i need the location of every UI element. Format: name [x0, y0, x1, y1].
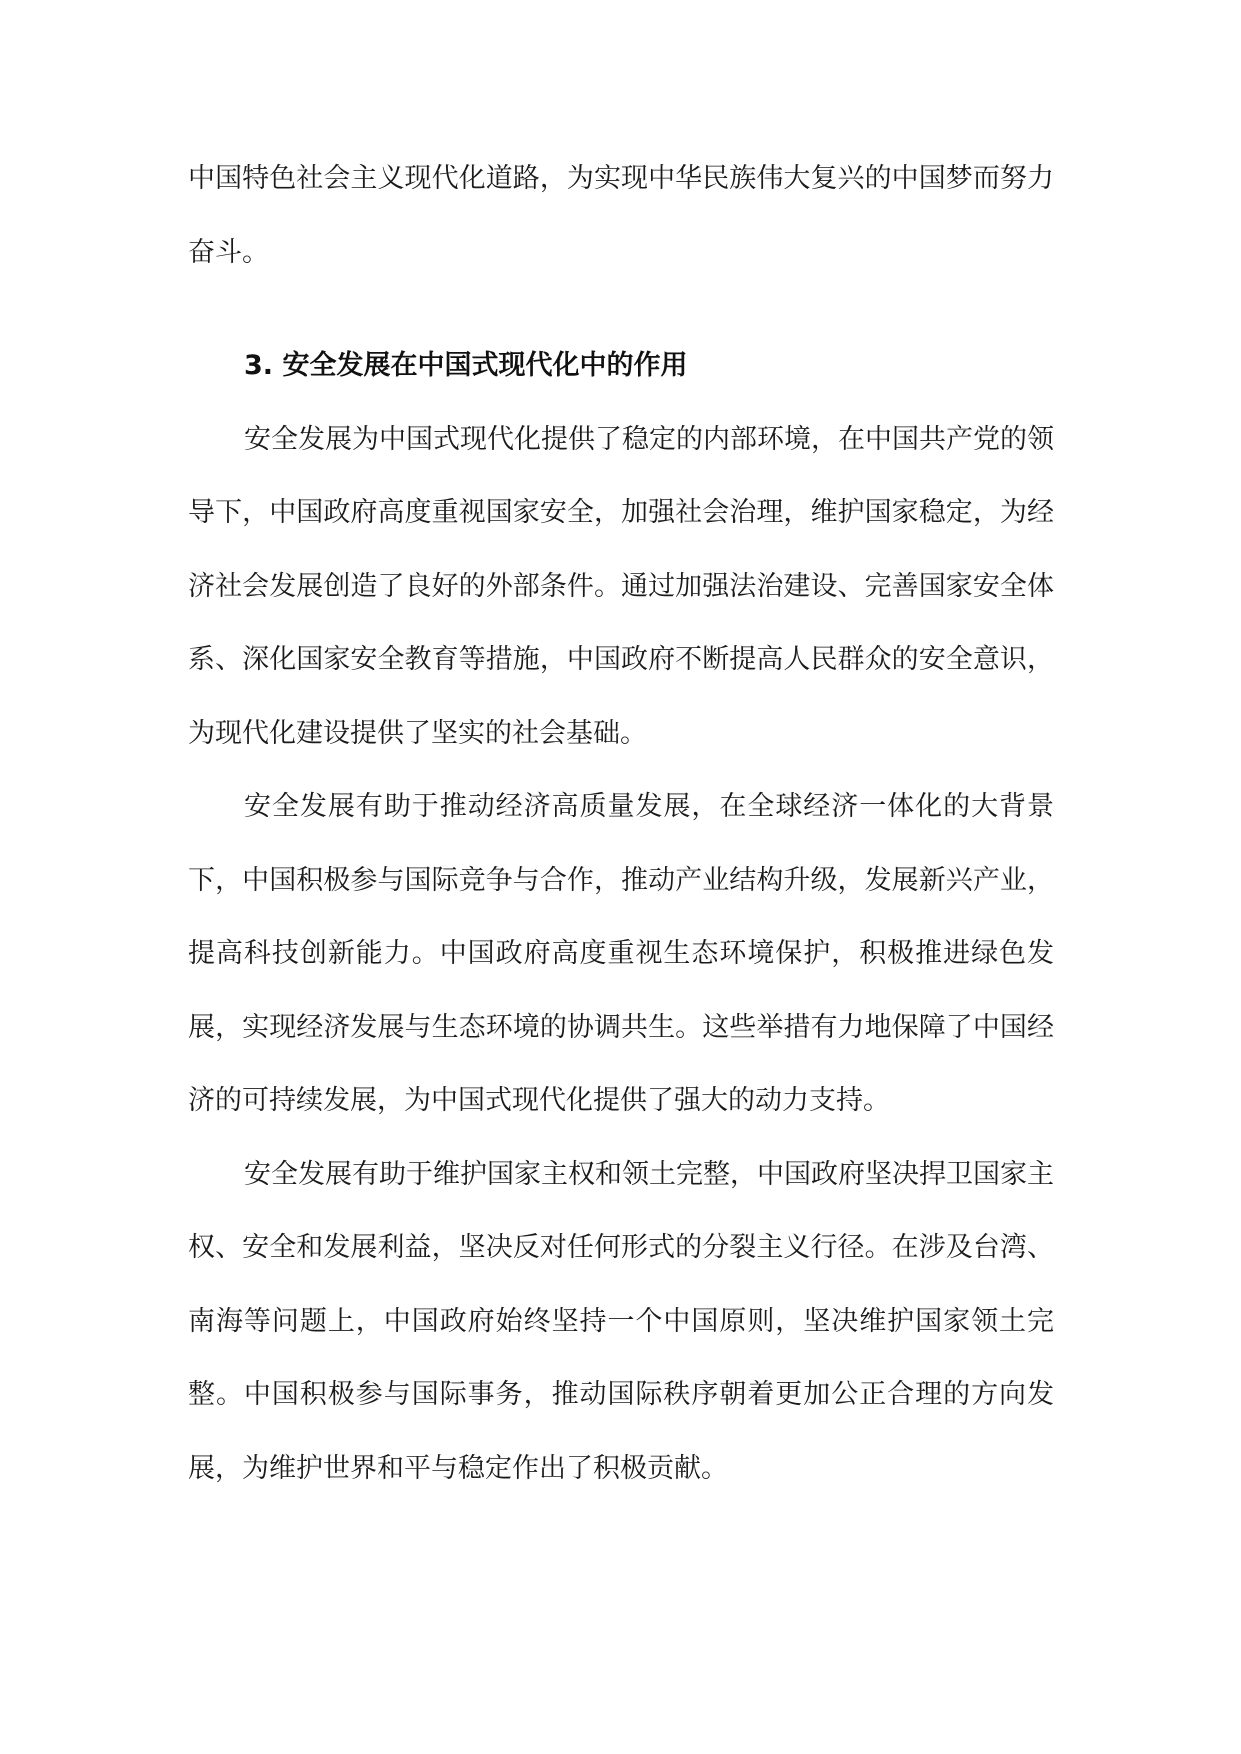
section-heading: 3. 安全发展在中国式现代化中的作用 [244, 350, 688, 381]
continuation-paragraph: 中国特色社会主义现代化道路，为实现中华民族伟大复兴的中国梦而努力奋斗。 [188, 163, 1054, 268]
body-paragraph-3: 安全发展有助于维护国家主权和领土完整，中国政府坚决捍卫国家主权、安全和发展利益，坚决反对任何形式的分裂主义行径。在涉及台湾、南海等问题上，中国政府始终坚持一个中国原则，坚决维护国家领土完整。中国积极参与国际事务，推动国际秩序朝着更加公正合理的方向发展，为维护世界和平与稳定作出了积极贡献。 [188, 1158, 1054, 1484]
body-paragraph-2: 安全发展有助于推动经济高质量发展，在全球经济一体化的大背景下，中国积极参与国际竞争与合作，推动产业结构升级，发展新兴产业，提高科技创新能力。中国政府高度重视生态环境保护，积极推进绿色发展，实现经济发展与生态环境的协调共生。这些举措有力地保障了中国经济的可持续发展，为中国式现代化提供了强大的动力支持。 [188, 791, 1054, 1116]
document-body [188, 142, 1054, 1505]
body-paragraph-1: 安全发展为中国式现代化提供了稳定的内部环境，在中国共产党的领导下，中国政府高度重视国家安全，加强社会治理，维护国家稳定，为经济社会发展创造了良好的外部条件。通过加强法治建设、完善国家安全体系、深化国家安全教育等措施，中国政府不断提高人民群众的安全意识，为现代化建设提供了坚实的社会基础。 [188, 423, 1054, 749]
